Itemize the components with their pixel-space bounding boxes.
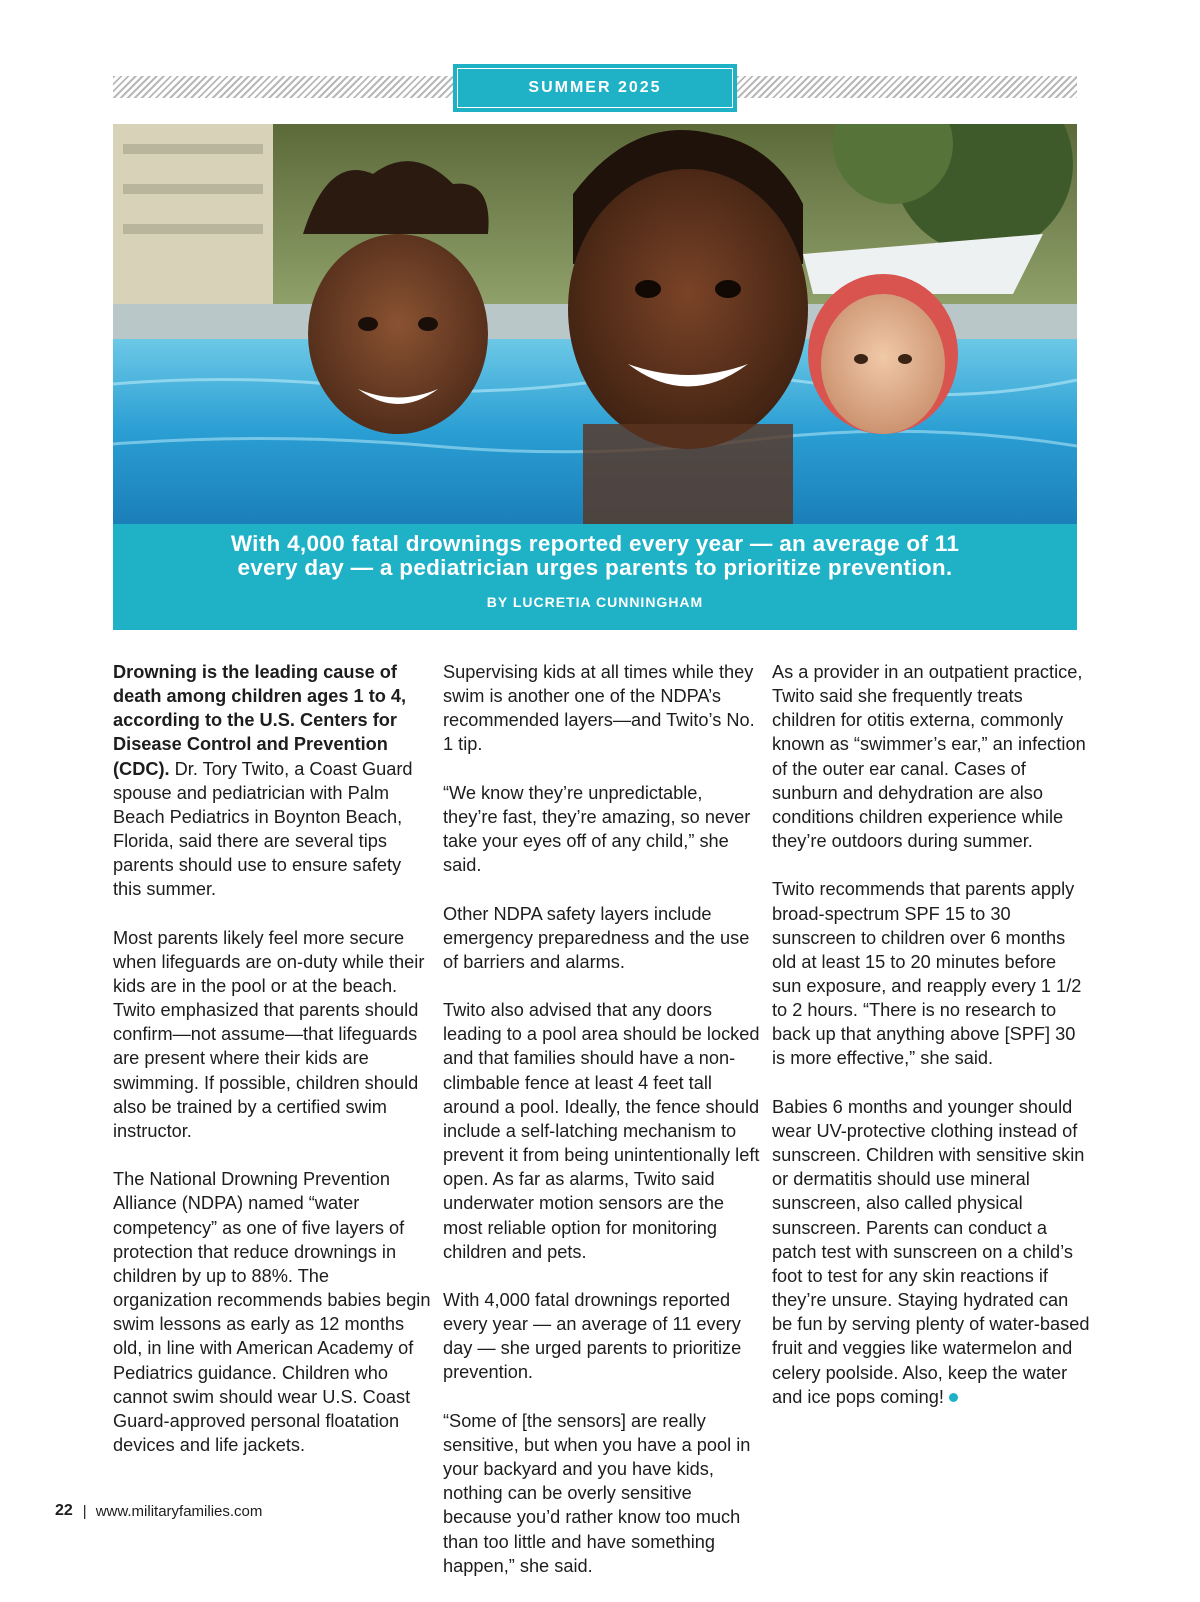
paragraph-8: With 4,000 fatal drownings reported every year — an average of 11 every day — she urged parents to prioritize prevention. [443, 1290, 742, 1383]
header-hatch-left [113, 76, 453, 98]
lead-paragraph [113, 660, 431, 902]
paragraph-11: Twito recommends that parents apply broad-spectrum SPF 15 to 30 sunscreen to children over 6 months old at least 15 to 20 minutes before sun exposure, and reapply every 1 1/2 to 2 hours. “There is no research to back up that anything above [SPF] 30 is more effective,” she said. [772, 879, 1082, 1069]
deck-text [153, 532, 1037, 580]
page-footer [55, 1502, 262, 1520]
article-deck [113, 524, 1077, 630]
end-mark-dot [949, 1393, 958, 1402]
header-hatch-right [737, 76, 1077, 98]
deck-line-1: With 4,000 fatal drownings reported every year — an average of 11 [230, 531, 960, 556]
footer-website-link[interactable]: www.militaryfamilies.com [95, 1502, 263, 1520]
paragraph-3: The National Drowning Prevention Alliance (NDPA) named “water competency” as one of five layers of protection that reduce drownings in children by up to 88%. The organization recommends babies begin swim lessons as early as 12 months old, in line with American Academy of Pediatrics guidance. Children who cannot swim should wear U.S. Coast Guard-approved personal floatation devices and life jackets. [113, 1169, 431, 1455]
article-column-3 [772, 660, 1090, 1433]
byline: BY LUCRETIA CUNNINGHAM [486, 594, 704, 610]
paragraph-12: Babies 6 months and younger should wear UV-protective clothing instead of sunscreen. Children with sensitive skin or dermatitis should use mineral sunscreen, also called physical sunscreen. Parents can conduct a patch test with sunscreen on a child’s foot to test for any skin reactions if they’re unsure. Staying hydrated can be fun by serving plenty of water-based fruit and veggies like watermelon and celery poolside. Also, keep the water and ice pops coming! [772, 1096, 1090, 1407]
issue-label: SUMMER 2025 [528, 79, 662, 96]
paragraph-10: As a provider in an outpatient practice, Twito said she frequently treats children for otitis externa, commonly known as “swimmer’s ear,” an infection of the outer ear canal. Cases of sunburn and dehydration are also conditions children experience while they’re outdoors during summer. [772, 662, 1086, 852]
deck-line-2: every day — a pediatrician urges parents to prioritize prevention. [237, 555, 953, 580]
hero-photo-illustration [113, 124, 1077, 524]
article-column-2 [443, 660, 761, 1602]
paragraph-12-wrap [772, 1095, 1090, 1409]
paragraph-7: Twito also advised that any doors leading to a pool area should be locked and that families should have a non-climbable fence at least 4 feet tall around a pool. Ideally, the fence should include a self-latching mechanism to prevent it from being unintentionally left open. As far as alarms, Twito said underwater motion sensors are the most reliable option for monitoring children and pets. [443, 1000, 760, 1262]
page-number: 22 [55, 1502, 73, 1519]
lead-bold-text: Drowning is the leading cause of death among children ages 1 to 4, according to the U.S. Centers for Disease Control and Prevention (CDC). [113, 662, 407, 779]
paragraph-9: “Some of [the sensors] are really sensitive, but when you have a pool in your backyard and you have kids, nothing can be overly sensitive because you’d rather know too much than too little and have something happen,” she said. [443, 1410, 751, 1576]
paragraph-5: “We know they’re unpredictable, they’re fast, they’re amazing, so never take your eyes off of any child,” she said. [443, 782, 751, 876]
paragraph-4: Supervising kids at all times while they swim is another one of the NDPA’s recommended layers—and Twito’s No. 1 tip. [443, 662, 755, 755]
footer-separator: | [82, 1502, 87, 1520]
paragraph-2: Most parents likely feel more secure when lifeguards are on-duty while their kids are in the pool or at the beach. Twito emphasized that parents should confirm—not assume—that lifeguards are present where their kids are swimming. If possible, children should also be trained by a certified swim instructor. [113, 927, 425, 1141]
hero-photo [113, 124, 1077, 524]
lead-text: Dr. Tory Twito, a Coast Guard spouse and pediatrician with Palm Beach Pediatrics in Boynton Beach, Florida, said there are several tips parents should use to ensure safety this summer. [113, 758, 413, 900]
issue-label-box [453, 64, 737, 112]
paragraph-6: Other NDPA safety layers include emergency preparedness and the use of barriers and alarms. [443, 903, 750, 972]
article-column-1 [113, 660, 431, 1481]
